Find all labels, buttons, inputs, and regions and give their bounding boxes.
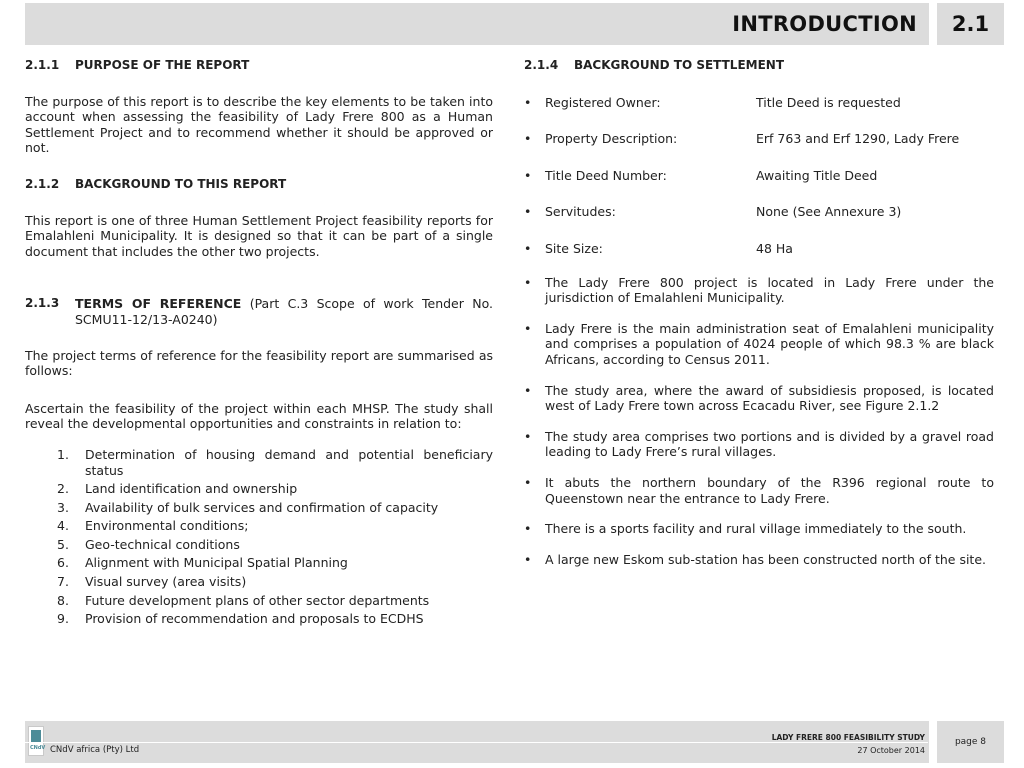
list-item: 7. Visual survey (area visits) (57, 574, 247, 590)
list-item: • It abuts the northern boundary of the R396 regional route to Queenstown near the entrance to Lady Frere. (524, 474, 994, 506)
section-heading-title: PURPOSE OF THE REPORT (75, 58, 250, 72)
list-item: • There is a sports facility and rural village immediately to the south. (524, 521, 967, 537)
list-item: 2. Land identification and ownership (57, 481, 298, 497)
list-item: 3. Availability of bulk services and confirmation of capacity (57, 499, 439, 515)
terms-list (25, 447, 493, 627)
section-heading-2-1-1 (25, 58, 493, 74)
section-heading-2-1-2 (25, 177, 493, 193)
list-item: 4. Environmental conditions; (57, 518, 249, 534)
list-item: 1. Determination of housing demand and potential beneficiary status (57, 446, 493, 478)
detail-site-size (524, 241, 994, 257)
section-heading-number: 2.1.3 (25, 296, 60, 311)
detail-servitudes (524, 204, 994, 220)
section-number: 2.1 (937, 3, 1004, 45)
company-name: CNdV africa (Pty) Ltd (50, 745, 140, 755)
company-logo (28, 726, 44, 756)
detail-owner (524, 95, 994, 111)
section-heading-number: 2.1.1 (25, 58, 60, 72)
bullet-icon: • (524, 521, 532, 537)
detail-value: None (See Annexure 3) (756, 204, 902, 220)
detail-title-deed (524, 168, 994, 184)
footer-divider (25, 742, 928, 743)
bullet-icon: • (524, 94, 532, 110)
background-paragraph: This report is one of three Human Settlement Project feasibility reports for Emalahleni Municipality. It is designed so that it can be part of a single document that includes the other two projects. (25, 212, 493, 259)
logo-mark (31, 730, 41, 742)
section-heading-subtitle: (Part C.3 Scope of work Tender No. SCMU11-12/13-A0240) (75, 296, 493, 327)
section-heading-2-1-3 (25, 296, 493, 327)
list-item: • Lady Frere is the main administration seat of Emalahleni municipality and comprises a population of 4024 people of which 98.3 % are black Africans, according to Census 2011. (524, 320, 994, 367)
detail-label: Title Deed Number: (545, 167, 667, 183)
bullet-icon: • (524, 428, 532, 444)
detail-property (524, 131, 994, 147)
list-item: 6. Alignment with Municipal Spatial Planning (57, 555, 348, 571)
right-column (524, 58, 994, 567)
bullet-icon: • (524, 131, 532, 147)
section-heading-2-1-4 (524, 58, 994, 74)
footer-page-divider (929, 721, 937, 763)
detail-label: Site Size: (545, 240, 603, 256)
logo-text: CNdV (30, 745, 46, 751)
report-date: 27 October 2014 (857, 746, 925, 755)
list-item: • The study area comprises two portions and is divided by a gravel road leading to Lady Frere’s rural villages. (524, 428, 994, 460)
bullet-icon: • (524, 240, 532, 256)
list-item: • A large new Eskom sub-station has been constructed north of the site. (524, 551, 986, 567)
bullet-icon: • (524, 274, 532, 290)
detail-value: Erf 763 and Erf 1290, Lady Frere (756, 131, 960, 147)
detail-label: Servitudes: (545, 204, 616, 220)
header-divider (929, 3, 937, 45)
list-item: 8. Future development plans of other sector departments (57, 592, 430, 608)
detail-value: Awaiting Title Deed (756, 167, 878, 183)
feasibility-paragraph: Ascertain the feasibility of the project within each MHSP. The study shall reveal the developmental opportunities and constraints in relation to: (25, 400, 493, 432)
list-item: • The study area, where the award of subsidiesis proposed, is located west of Lady Frere town across Ecacadu River, see Figure 2.1.2 (524, 382, 994, 414)
section-heading-title: BACKGROUND TO THIS REPORT (75, 176, 287, 191)
detail-value: Title Deed is requested (756, 94, 901, 110)
section-heading-number: 2.1.4 (524, 58, 559, 72)
detail-label: Property Description: (545, 131, 678, 147)
detail-value: 48 Ha (756, 240, 793, 256)
purpose-paragraph: The purpose of this report is to describe the key elements to be taken into account when assessing the feasibility of Lady Frere 800 as a Human Settlement Project and to recommend whether it should be approved or not. (25, 93, 493, 156)
page-title: INTRODUCTION (732, 12, 917, 36)
section-heading-title: BACKGROUND TO SETTLEMENT (574, 58, 785, 72)
section-heading-title: TERMS OF REFERENCE (75, 296, 242, 312)
left-column (25, 58, 493, 630)
section-heading-number: 2.1.2 (25, 176, 60, 191)
bullet-icon: • (524, 474, 532, 490)
bullet-icon: • (524, 320, 532, 336)
terms-of-reference-heading (75, 296, 493, 327)
bullet-icon: • (524, 167, 532, 183)
page-number: page 8 (954, 737, 987, 747)
bullet-icon: • (524, 204, 532, 220)
list-item: 9. Provision of recommendation and proposals to ECDHS (57, 611, 424, 627)
bullet-icon: • (524, 382, 532, 398)
detail-label: Registered Owner: (545, 94, 661, 110)
study-title: LADY FRERE 800 FEASIBILITY STUDY (771, 733, 925, 742)
terms-paragraph: The project terms of reference for the feasibility report are summarised as follows: (25, 347, 493, 379)
bullet-icon: • (524, 551, 532, 567)
list-item: • The Lady Frere 800 project is located in Lady Frere under the jurisdiction of Emalahleni Municipality. (524, 274, 994, 306)
list-item: 5. Geo-technical conditions (57, 536, 240, 552)
